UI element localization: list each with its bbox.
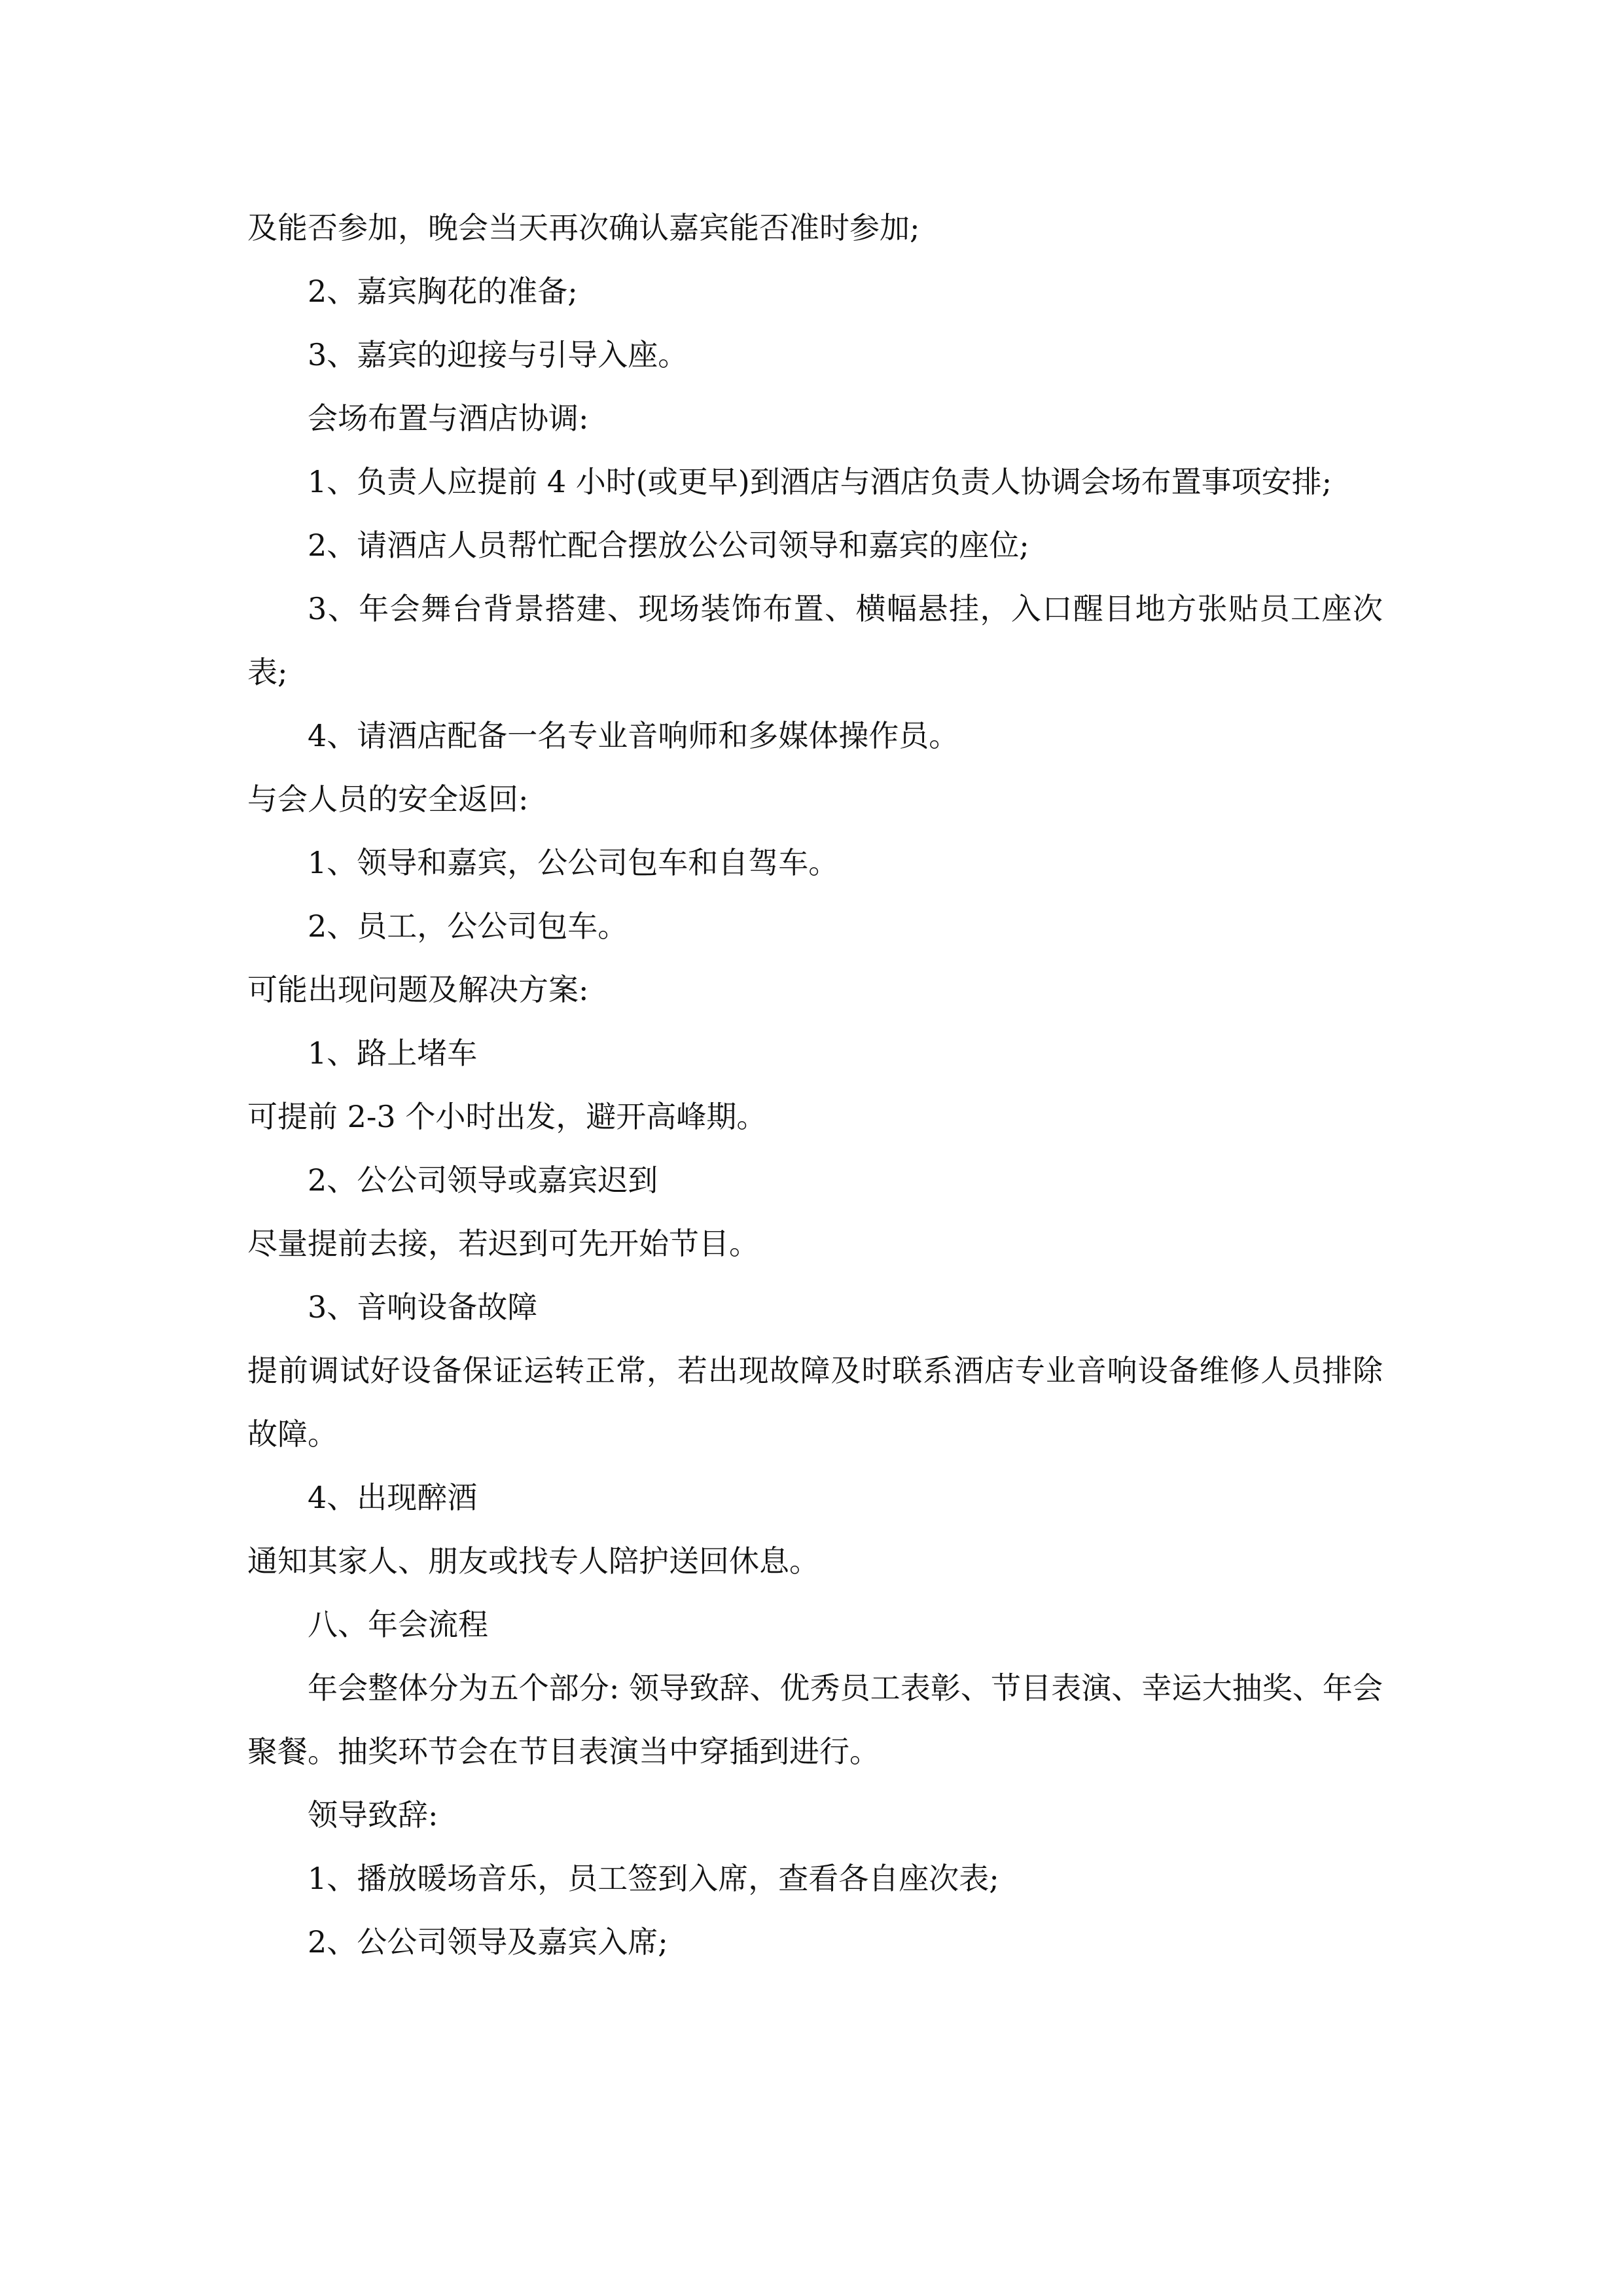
paragraph: 2、公公司领导及嘉宾入席; xyxy=(308,1924,668,1960)
paragraph: 提前调试好设备保证运转正常，若出现故障及时联系酒店专业音响设备维修人员排除故障。 xyxy=(247,1353,1383,1452)
section-heading: 可能出现问题及解决方案: xyxy=(247,972,589,1007)
paragraph: 1、播放暖场音乐，员工签到入席，查看各自座次表; xyxy=(308,1861,999,1896)
paragraph: 可提前 2-3 个小时出发，避开高峰期。 xyxy=(247,1099,767,1134)
paragraph: 3、嘉宾的迎接与引导入座。 xyxy=(308,337,688,372)
paragraph: 2、员工，公公司包车。 xyxy=(308,908,628,944)
paragraph: 4、请酒店配备一名专业音响师和多媒体操作员。 xyxy=(308,718,959,753)
paragraph: 1、路上堵车 xyxy=(308,1035,478,1071)
paragraph: 年会整体分为五个部分: 领导致辞、优秀员工表彰、节目表演、幸运大抽奖、年会聚餐。抽奖环节会在节目表演当中穿插到进行。 xyxy=(247,1670,1383,1769)
section-heading: 领导致辞: xyxy=(308,1797,438,1833)
section-heading: 八、年会流程 xyxy=(308,1607,488,1642)
paragraph: 通知其家人、朋友或找专人陪护送回休息。 xyxy=(247,1543,819,1579)
paragraph: 1、领导和嘉宾，公公司包车和自驾车。 xyxy=(308,845,839,880)
paragraph: 2、公公司领导或嘉宾迟到 xyxy=(308,1162,658,1198)
paragraph: 及能否参加，晚会当天再次确认嘉宾能否准时参加; xyxy=(247,210,920,245)
paragraph: 尽量提前去接，若迟到可先开始节目。 xyxy=(247,1226,759,1261)
section-heading: 会场布置与酒店协调: xyxy=(308,401,589,436)
paragraph: 3、年会舞台背景搭建、现场装饰布置、横幅悬挂，入口醒目地方张贴员工座次表; xyxy=(247,591,1383,690)
paragraph: 2、请酒店人员帮忙配合摆放公公司领导和嘉宾的座位; xyxy=(308,528,1029,563)
document-body xyxy=(247,196,1383,1974)
paragraph: 2、嘉宾胸花的准备; xyxy=(308,274,578,309)
paragraph: 1、负责人应提前 4 小时(或更早)到酒店与酒店负责人协调会场布置事项安排; xyxy=(308,464,1332,499)
paragraph: 3、音响设备故障 xyxy=(308,1289,538,1325)
section-heading: 与会人员的安全返回: xyxy=(247,781,529,817)
paragraph: 4、出现醉酒 xyxy=(308,1480,478,1515)
